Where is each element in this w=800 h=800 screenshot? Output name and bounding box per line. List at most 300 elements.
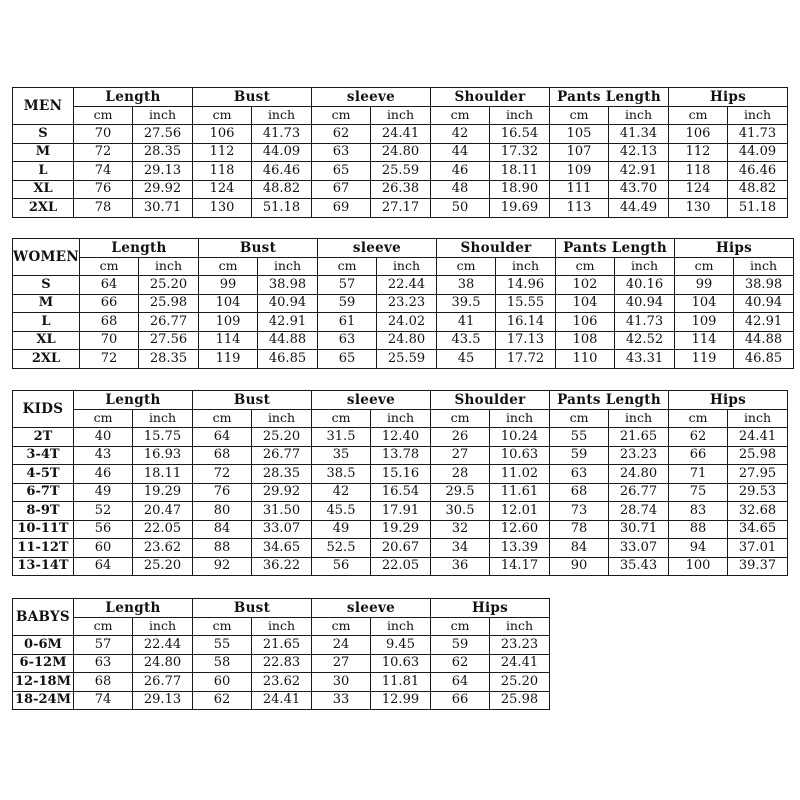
measurement-cell: 64 [80, 276, 139, 295]
measurement-cell: 119 [199, 350, 258, 369]
measurement-cell: 62 [431, 654, 490, 673]
unit-label-cm: cm [312, 617, 371, 636]
measurement-cell: 25.20 [252, 428, 312, 447]
table-row [13, 350, 794, 369]
unit-label-cm: cm [669, 106, 728, 125]
unit-label-inch: inch [609, 409, 669, 428]
measurement-cell: 112 [193, 143, 252, 162]
unit-label-cm: cm [318, 257, 377, 276]
measurement-cell: 28.35 [139, 350, 199, 369]
measurement-cell: 94 [669, 539, 728, 558]
measurement-cell: 30.71 [609, 520, 669, 539]
measurement-cell: 24.41 [490, 654, 550, 673]
unit-label-inch: inch [252, 409, 312, 428]
unit-label-cm: cm [74, 617, 133, 636]
table-row [13, 539, 788, 558]
measurement-cell: 30 [312, 673, 371, 692]
measurement-cell: 25.98 [139, 294, 199, 313]
measurement-cell: 58 [193, 654, 252, 673]
measurement-cell: 100 [669, 557, 728, 576]
unit-label-cm: cm [431, 409, 490, 428]
measurement-cell: 68 [193, 446, 252, 465]
unit-label-cm: cm [675, 257, 734, 276]
column-header-bust: Bust [193, 88, 312, 107]
measurement-cell: 24.80 [133, 654, 193, 673]
measurement-cell: 52 [74, 502, 133, 521]
measurement-cell: 105 [550, 125, 609, 144]
unit-label-inch: inch [615, 257, 675, 276]
measurement-cell: 33 [312, 691, 371, 710]
measurement-cell: 24.80 [377, 331, 437, 350]
column-header-length: Length [74, 88, 193, 107]
measurement-cell: 16.93 [133, 446, 193, 465]
measurement-cell: 109 [199, 313, 258, 332]
measurement-cell: 11.81 [371, 673, 431, 692]
table-row [13, 294, 794, 313]
table-row [13, 276, 794, 295]
measurement-cell: 44.49 [609, 199, 669, 218]
measurement-cell: 71 [669, 465, 728, 484]
measurement-cell: 18.90 [490, 180, 550, 199]
measurement-cell: 55 [550, 428, 609, 447]
measurement-cell: 12.99 [371, 691, 431, 710]
column-header-pants-length: Pants Length [556, 239, 675, 258]
measurement-cell: 24 [312, 636, 371, 655]
measurement-cell: 49 [312, 520, 371, 539]
measurement-cell: 90 [550, 557, 609, 576]
measurement-cell: 34 [431, 539, 490, 558]
measurement-cell: 62 [193, 691, 252, 710]
measurement-cell: 74 [74, 691, 133, 710]
measurement-cell: 42.91 [609, 162, 669, 181]
measurement-cell: 33.07 [252, 520, 312, 539]
measurement-cell: 44 [431, 143, 490, 162]
table-row [13, 143, 788, 162]
measurement-cell: 10.63 [490, 446, 550, 465]
measurement-cell: 33.07 [609, 539, 669, 558]
measurement-cell: 39.5 [437, 294, 496, 313]
measurement-cell: 29.92 [252, 483, 312, 502]
measurement-cell: 25.59 [377, 350, 437, 369]
unit-label-inch: inch [133, 409, 193, 428]
table-row [13, 502, 788, 521]
column-header-hips: Hips [669, 88, 788, 107]
measurement-cell: 41.34 [609, 125, 669, 144]
size-label: 12-18M [13, 673, 74, 692]
measurement-cell: 112 [669, 143, 728, 162]
unit-label-cm: cm [74, 409, 133, 428]
column-header-sleeve: sleeve [312, 391, 431, 410]
measurement-cell: 41 [437, 313, 496, 332]
measurement-cell: 23.23 [609, 446, 669, 465]
measurement-cell: 24.02 [377, 313, 437, 332]
kids-size-table [12, 390, 788, 576]
measurement-cell: 26.38 [371, 180, 431, 199]
measurement-cell: 24.80 [371, 143, 431, 162]
measurement-cell: 13.39 [490, 539, 550, 558]
measurement-cell: 12.40 [371, 428, 431, 447]
measurement-cell: 30.71 [133, 199, 193, 218]
column-header-sleeve: sleeve [312, 599, 431, 618]
measurement-cell: 51.18 [252, 199, 312, 218]
section-label: WOMEN [13, 239, 80, 276]
unit-row [13, 409, 788, 428]
unit-label-inch: inch [258, 257, 318, 276]
measurement-cell: 64 [74, 557, 133, 576]
measurement-cell: 25.98 [728, 446, 788, 465]
unit-row [13, 106, 788, 125]
measurement-cell: 42.91 [734, 313, 794, 332]
column-header-hips: Hips [675, 239, 794, 258]
unit-row [13, 257, 794, 276]
measurement-cell: 46.85 [258, 350, 318, 369]
table-row [13, 673, 550, 692]
measurement-cell: 10.24 [490, 428, 550, 447]
measurement-cell: 15.16 [371, 465, 431, 484]
measurement-cell: 51.18 [728, 199, 788, 218]
measurement-cell: 28.74 [609, 502, 669, 521]
measurement-cell: 25.20 [490, 673, 550, 692]
measurement-cell: 34.65 [728, 520, 788, 539]
unit-label-inch: inch [728, 106, 788, 125]
measurement-cell: 22.44 [133, 636, 193, 655]
unit-label-inch: inch [728, 409, 788, 428]
measurement-cell: 64 [193, 428, 252, 447]
measurement-cell: 22.05 [371, 557, 431, 576]
header-row [13, 239, 794, 258]
measurement-cell: 104 [199, 294, 258, 313]
measurement-cell: 104 [556, 294, 615, 313]
measurement-cell: 46.85 [734, 350, 794, 369]
measurement-cell: 106 [193, 125, 252, 144]
measurement-cell: 111 [550, 180, 609, 199]
measurement-cell: 18.11 [490, 162, 550, 181]
measurement-cell: 38.98 [734, 276, 794, 295]
unit-label-cm: cm [312, 409, 371, 428]
unit-label-cm: cm [437, 257, 496, 276]
unit-label-inch: inch [139, 257, 199, 276]
measurement-cell: 119 [675, 350, 734, 369]
unit-label-inch: inch [133, 617, 193, 636]
measurement-cell: 124 [669, 180, 728, 199]
measurement-cell: 109 [550, 162, 609, 181]
table-row [13, 199, 788, 218]
unit-label-cm: cm [193, 617, 252, 636]
measurement-cell: 43.31 [615, 350, 675, 369]
measurement-cell: 16.54 [371, 483, 431, 502]
measurement-cell: 34.65 [252, 539, 312, 558]
size-label: 11-12T [13, 539, 74, 558]
measurement-cell: 78 [550, 520, 609, 539]
size-label: L [13, 313, 80, 332]
measurement-cell: 59 [318, 294, 377, 313]
unit-label-inch: inch [734, 257, 794, 276]
measurement-cell: 130 [669, 199, 728, 218]
unit-label-inch: inch [490, 617, 550, 636]
column-header-hips: Hips [669, 391, 788, 410]
measurement-cell: 24.80 [609, 465, 669, 484]
size-label: 10-11T [13, 520, 74, 539]
unit-label-inch: inch [496, 257, 556, 276]
table-row [13, 331, 794, 350]
measurement-cell: 59 [550, 446, 609, 465]
size-label: M [13, 143, 74, 162]
measurement-cell: 72 [193, 465, 252, 484]
unit-label-cm: cm [199, 257, 258, 276]
measurement-cell: 44.88 [734, 331, 794, 350]
measurement-cell: 13.78 [371, 446, 431, 465]
measurement-cell: 84 [193, 520, 252, 539]
measurement-cell: 49 [74, 483, 133, 502]
measurement-cell: 76 [74, 180, 133, 199]
size-label: S [13, 276, 80, 295]
unit-label-cm: cm [556, 257, 615, 276]
measurement-cell: 68 [550, 483, 609, 502]
measurement-cell: 63 [550, 465, 609, 484]
measurement-cell: 44.09 [728, 143, 788, 162]
measurement-cell: 24.41 [728, 428, 788, 447]
measurement-cell: 19.69 [490, 199, 550, 218]
measurement-cell: 24.41 [371, 125, 431, 144]
size-label: 8-9T [13, 502, 74, 521]
measurement-cell: 38 [437, 276, 496, 295]
measurement-cell: 68 [74, 673, 133, 692]
unit-label-inch: inch [371, 617, 431, 636]
measurement-cell: 56 [74, 520, 133, 539]
measurement-cell: 42.13 [609, 143, 669, 162]
measurement-cell: 66 [80, 294, 139, 313]
measurement-cell: 26.77 [133, 673, 193, 692]
size-label: 18-24M [13, 691, 74, 710]
column-header-shoulder: Shoulder [437, 239, 556, 258]
measurement-cell: 17.32 [490, 143, 550, 162]
measurement-cell: 55 [193, 636, 252, 655]
measurement-cell: 40 [74, 428, 133, 447]
measurement-cell: 25.20 [133, 557, 193, 576]
measurement-cell: 27 [431, 446, 490, 465]
header-row [13, 599, 550, 618]
measurement-cell: 114 [199, 331, 258, 350]
table-row [13, 557, 788, 576]
measurement-cell: 40.94 [258, 294, 318, 313]
measurement-cell: 88 [193, 539, 252, 558]
measurement-cell: 39.37 [728, 557, 788, 576]
measurement-cell: 45.5 [312, 502, 371, 521]
table-row [13, 636, 550, 655]
unit-label-inch: inch [371, 409, 431, 428]
unit-label-cm: cm [74, 106, 133, 125]
measurement-cell: 38.98 [258, 276, 318, 295]
table-row [13, 125, 788, 144]
measurement-cell: 17.72 [496, 350, 556, 369]
column-header-bust: Bust [193, 391, 312, 410]
measurement-cell: 29.5 [431, 483, 490, 502]
size-label: XL [13, 331, 80, 350]
measurement-cell: 11.02 [490, 465, 550, 484]
measurement-cell: 19.29 [371, 520, 431, 539]
measurement-cell: 83 [669, 502, 728, 521]
size-label: L [13, 162, 74, 181]
column-header-length: Length [74, 391, 193, 410]
measurement-cell: 46.46 [728, 162, 788, 181]
unit-label-inch: inch [377, 257, 437, 276]
measurement-cell: 27 [312, 654, 371, 673]
measurement-cell: 61 [318, 313, 377, 332]
measurement-cell: 64 [431, 673, 490, 692]
measurement-cell: 28 [431, 465, 490, 484]
measurement-cell: 40.94 [734, 294, 794, 313]
measurement-cell: 73 [550, 502, 609, 521]
measurement-cell: 80 [193, 502, 252, 521]
measurement-cell: 60 [193, 673, 252, 692]
measurement-cell: 26.77 [252, 446, 312, 465]
measurement-cell: 63 [318, 331, 377, 350]
measurement-cell: 44.88 [258, 331, 318, 350]
measurement-cell: 41.73 [252, 125, 312, 144]
men-size-table [12, 87, 788, 218]
size-label: 6-12M [13, 654, 74, 673]
column-header-length: Length [80, 239, 199, 258]
measurement-cell: 35.43 [609, 557, 669, 576]
size-label: M [13, 294, 80, 313]
measurement-cell: 46 [74, 465, 133, 484]
measurement-cell: 27.56 [139, 331, 199, 350]
measurement-cell: 41.73 [615, 313, 675, 332]
table-row [13, 483, 788, 502]
measurement-cell: 76 [193, 483, 252, 502]
measurement-cell: 20.47 [133, 502, 193, 521]
column-header-bust: Bust [199, 239, 318, 258]
unit-label-cm: cm [669, 409, 728, 428]
measurement-cell: 38.5 [312, 465, 371, 484]
measurement-cell: 99 [199, 276, 258, 295]
measurement-cell: 110 [556, 350, 615, 369]
table-row [13, 180, 788, 199]
unit-label-inch: inch [133, 106, 193, 125]
measurement-cell: 88 [669, 520, 728, 539]
babys-size-table [12, 598, 550, 710]
measurement-cell: 17.91 [371, 502, 431, 521]
measurement-cell: 16.54 [490, 125, 550, 144]
measurement-cell: 118 [669, 162, 728, 181]
header-row [13, 88, 788, 107]
measurement-cell: 66 [431, 691, 490, 710]
measurement-cell: 24.41 [252, 691, 312, 710]
unit-label-inch: inch [252, 106, 312, 125]
size-label: 3-4T [13, 446, 74, 465]
unit-label-inch: inch [609, 106, 669, 125]
measurement-cell: 57 [74, 636, 133, 655]
measurement-cell: 70 [80, 331, 139, 350]
measurement-cell: 35 [312, 446, 371, 465]
measurement-cell: 65 [312, 162, 371, 181]
measurement-cell: 29.13 [133, 691, 193, 710]
measurement-cell: 48.82 [728, 180, 788, 199]
measurement-cell: 104 [675, 294, 734, 313]
measurement-cell: 43.5 [437, 331, 496, 350]
measurement-cell: 40.16 [615, 276, 675, 295]
measurement-cell: 60 [74, 539, 133, 558]
measurement-cell: 29.92 [133, 180, 193, 199]
measurement-cell: 118 [193, 162, 252, 181]
measurement-cell: 36 [431, 557, 490, 576]
measurement-cell: 43 [74, 446, 133, 465]
measurement-cell: 21.65 [609, 428, 669, 447]
measurement-cell: 30.5 [431, 502, 490, 521]
size-label: 13-14T [13, 557, 74, 576]
column-header-pants-length: Pants Length [550, 391, 669, 410]
column-header-pants-length: Pants Length [550, 88, 669, 107]
measurement-cell: 31.50 [252, 502, 312, 521]
table-row [13, 428, 788, 447]
unit-label-cm: cm [312, 106, 371, 125]
measurement-cell: 59 [431, 636, 490, 655]
measurement-cell: 18.11 [133, 465, 193, 484]
size-label: S [13, 125, 74, 144]
measurement-cell: 23.23 [490, 636, 550, 655]
measurement-cell: 42 [312, 483, 371, 502]
table-row [13, 162, 788, 181]
measurement-cell: 46.46 [252, 162, 312, 181]
measurement-cell: 108 [556, 331, 615, 350]
measurement-cell: 25.59 [371, 162, 431, 181]
unit-label-inch: inch [490, 106, 550, 125]
measurement-cell: 46 [431, 162, 490, 181]
section-label: MEN [13, 88, 74, 125]
measurement-cell: 27.56 [133, 125, 193, 144]
column-header-length: Length [74, 599, 193, 618]
section-label: BABYS [13, 599, 74, 636]
unit-label-cm: cm [550, 409, 609, 428]
column-header-shoulder: Shoulder [431, 391, 550, 410]
table-row [13, 465, 788, 484]
measurement-cell: 107 [550, 143, 609, 162]
measurement-cell: 113 [550, 199, 609, 218]
measurement-cell: 25.20 [139, 276, 199, 295]
measurement-cell: 23.62 [252, 673, 312, 692]
measurement-cell: 63 [312, 143, 371, 162]
measurement-cell: 43.70 [609, 180, 669, 199]
measurement-cell: 92 [193, 557, 252, 576]
measurement-cell: 62 [669, 428, 728, 447]
size-label: 4-5T [13, 465, 74, 484]
unit-label-cm: cm [431, 106, 490, 125]
measurement-cell: 50 [431, 199, 490, 218]
measurement-cell: 57 [318, 276, 377, 295]
column-header-sleeve: sleeve [318, 239, 437, 258]
measurement-cell: 26 [431, 428, 490, 447]
measurement-cell: 114 [675, 331, 734, 350]
measurement-cell: 25.98 [490, 691, 550, 710]
measurement-cell: 41.73 [728, 125, 788, 144]
size-label: 6-7T [13, 483, 74, 502]
measurement-cell: 22.83 [252, 654, 312, 673]
table-row [13, 520, 788, 539]
table-row [13, 313, 794, 332]
measurement-cell: 48 [431, 180, 490, 199]
measurement-cell: 19.29 [133, 483, 193, 502]
measurement-cell: 56 [312, 557, 371, 576]
measurement-cell: 109 [675, 313, 734, 332]
unit-label-cm: cm [550, 106, 609, 125]
measurement-cell: 22.05 [133, 520, 193, 539]
measurement-cell: 42 [431, 125, 490, 144]
measurement-cell: 9.45 [371, 636, 431, 655]
measurement-cell: 106 [556, 313, 615, 332]
measurement-cell: 78 [74, 199, 133, 218]
measurement-cell: 15.55 [496, 294, 556, 313]
measurement-cell: 62 [312, 125, 371, 144]
